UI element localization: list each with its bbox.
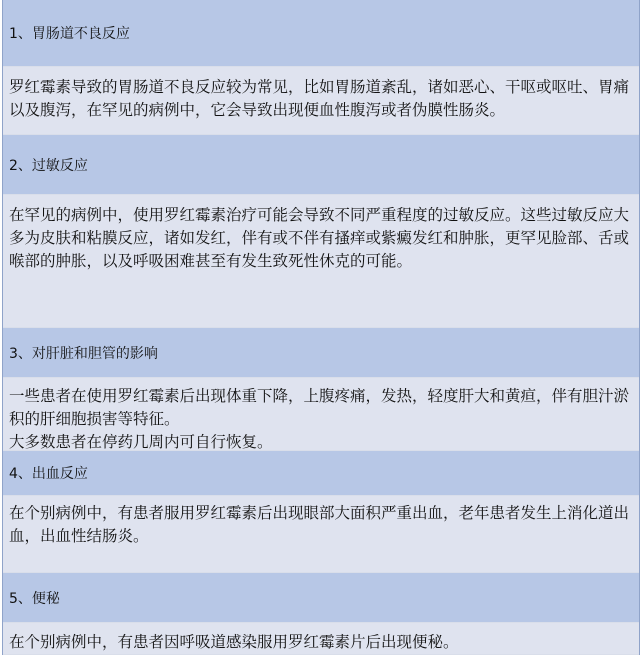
- section-paragraph: 在罕见的病例中，使用罗红霉素治疗可能会导致不同严重程度的过敏反应。这些过敏反应大多为皮肤和粘膜反应，诸如发红，伴有或不伴有搔痒或紫癜发红和肿胀，更罕见脸部、舌或喉部的肿胀，以及呼吸困难甚至有发生致死性休克的可能。: [9, 206, 630, 270]
- section-paragraph: 一些患者在使用罗红霉素后出现体重下降，上腹疼痛，发热，轻度肝大和黄疸，伴有胆汁淤积的肝细胞损害等特征。: [9, 387, 630, 428]
- section-paragraph: 在个别病例中，有患者因呼吸道感染服用罗红霉素片后出现便秘。: [9, 633, 459, 651]
- section-paragraph: 罗红霉素导致的胃肠道不良反应较为常见，比如胃肠道紊乱，诸如恶心、干呕或呕吐、胃痛以及腹泻，在罕见的病例中，它会导致出现便血性腹泻或者伪膜性肠炎。: [9, 78, 630, 119]
- section-5-body: [3, 623, 639, 655]
- section-heading-text: 5、便秘: [9, 590, 60, 607]
- section-1-body: [3, 67, 639, 135]
- section-paragraph: 在个别病例中，有患者服用罗红霉素后出现眼部大面积严重出血，老年患者发生上消化道出血，出血性结肠炎。: [9, 504, 630, 545]
- section-heading-text: 1、胃肠道不良反应: [9, 26, 130, 42]
- side-effects-table: [2, 0, 640, 655]
- section-4-heading: [3, 451, 639, 496]
- section-3-heading: [3, 328, 639, 378]
- section-2-body: [3, 195, 639, 328]
- section-3-body: [3, 378, 639, 451]
- section-paragraph: 大多数患者在停药几周内可自行恢复。: [9, 433, 273, 451]
- section-2-heading: [3, 135, 639, 195]
- section-4-body: [3, 496, 639, 573]
- section-heading-text: 3、对肝脏和胆管的影响: [9, 345, 158, 362]
- section-heading-text: 4、出血反应: [9, 466, 88, 482]
- section-5-heading: [3, 573, 639, 623]
- section-1-heading: [3, 0, 639, 67]
- section-heading-text: 2、过敏反应: [9, 157, 88, 174]
